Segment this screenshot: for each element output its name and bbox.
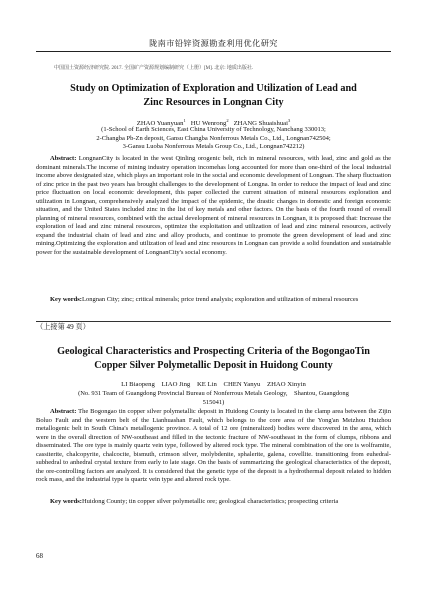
article2-affiliations — [36, 390, 391, 407]
article1-affiliations — [36, 126, 391, 152]
abstract-label: Abstract: — [50, 408, 77, 415]
article1-title — [36, 82, 391, 110]
citation-line: 中国国土资源经济研究院. 2017. 全国矿产资源规划编制研究（上册）[M]. 北京: 地质出版社. — [54, 66, 254, 71]
author-name: ZHAO Yuanyuan — [136, 120, 184, 128]
author-name: HU Wenrong — [190, 120, 227, 128]
article1-title-line2: Zinc Resources in Longnan City — [143, 97, 284, 108]
author-name: ZHANG Shuaishuai — [233, 120, 289, 128]
article2-title — [36, 345, 391, 373]
article2-abstract — [36, 408, 391, 485]
affiliation-line: 2-Changba Pb-Zn deposit, Gansu Changba Nonferrous Metals Co., Ltd., Longnan742504; — [96, 134, 331, 142]
running-head: 陇南市铅锌资源勘查利用优化研究 — [149, 39, 278, 48]
keywords-text: Longnan City; zinc; critical minerals; price trend analysis; exploration and utilization of mineral resources — [81, 296, 359, 303]
article2-keywords — [36, 498, 391, 507]
header-divider — [36, 51, 391, 52]
keywords-text: Huidong County; tin copper silver polymetallic ore; geological characteristics; prospecting criteria — [81, 498, 339, 505]
abstract-label: Abstract: — [50, 155, 77, 162]
article2-title-line1: Geological Characteristics and Prospecting Criteria of the BogongaoTin — [57, 346, 370, 357]
affiliation-line: (1-School of Earth Sciences, East China University of Technology, Nanchang 330013; — [101, 126, 326, 133]
abstract-text: LongnanCity is located in the west Qinling orogenic belt, rich in mineral resources, with lead, zinc and gold as the dominant minerals.The income of mining industry operation incomehas long accounted for more than one-third of the local industrial income above designated size, which plays an important role in the social and economic development of Longnan. The sharp fluctuation of zinc price in the past two years has brought challenges to the development of Longna. In order to reduce the impact of lead and zinc price fluctuation on local economic development, this paper collected the current situation of mineral resources exploration and utilization in Longnan, comprehensively analyzed the impact of the epidemic, the drastic changes in domestic and foreign economic situation, and the United States included zinc in the list of key metals and other factors. On the basis of the fourth round of overall planning of mineral resources, combined with the actual development of mineral resources in Longnan, it is proposed that: Increase the exploration of lead and zinc mineral resources, optimize the exploitation and utilization of lead and zinc mineral resources, actively expand the industrial chain of lead and zinc and alloy products, and continue to promote the green development of lead and zinc mining.Optimizing the exploration and utilization of lead and zinc resources in Longnan can provide a solid foundation and sustainable power for the sustainable development of LongnanCity's social economy. — [36, 155, 391, 257]
keywords-label: Key words: — [50, 296, 82, 303]
author-affil-sup: 1 — [183, 118, 186, 123]
author-affil-sup: 2 — [226, 118, 229, 123]
abstract-text: The Bogongao tin copper silver polymetallic deposit in Huidong County is located in the clamp area between the Zijin Boluo Fault and the western belt of the Lianhuashan Fault, which belongs to the core area of the Yong'an Meizhou Huizhou metallogenic belt in South China's metallogenic province. A total of 12 ore (mineralized) bodies were discovered in the area, which were in the overall direction of NW-southeast and filled in the tectonic fracture of NW-southeast in the form of clumps, ribbons and disseminated. The ore type is mainly quartz vein type, followed by altered rock type. The mineral combination of the ore is wolframite, cassiterite, chalcopyrite, chalcocite, bismuth, crimson silver, molybdenite, sphalerite, galena, covellite. transitioning from euhedral-subhedral to anhedral crystal texture from early to late stage. On the basis of summarizing the geological characteristics of the deposit, the ore-controlling factors are analyzed. It is considered that the genetic type of the deposit is a hydrothermal deposit related to hidden rock mass, and the industrial type is quartz vein type and altered rock type. — [36, 408, 391, 484]
keywords-label: Key words: — [50, 498, 82, 505]
page-number: 68 — [36, 552, 43, 560]
affiliation-line: (No. 931 Team of Guangdong Provincial Bureau of Nonferrous Metals Geology, Shantou, Guangdong — [78, 390, 349, 397]
article2-authors: LI Biaopeng LIAO Jing KE Lin CHEN Yanyu ZHAO Xinyin — [121, 381, 306, 388]
article1-keywords — [36, 296, 391, 305]
article1-title-line1: Study on Optimization of Exploration and Utilization of Lead and — [70, 83, 357, 94]
author-affil-sup: 3 — [288, 118, 291, 123]
continuation-note: （上接第 49 页） — [36, 323, 90, 331]
article2-title-line2: Copper Silver Polymetallic Deposit in Huidong County — [94, 360, 333, 371]
article1-abstract — [36, 155, 391, 258]
affiliation-line: 515041) — [202, 398, 225, 406]
affiliation-line: 3-Gansu Luoba Nonferrous Metals Group Co., Ltd., Longnan742212) — [122, 143, 305, 151]
